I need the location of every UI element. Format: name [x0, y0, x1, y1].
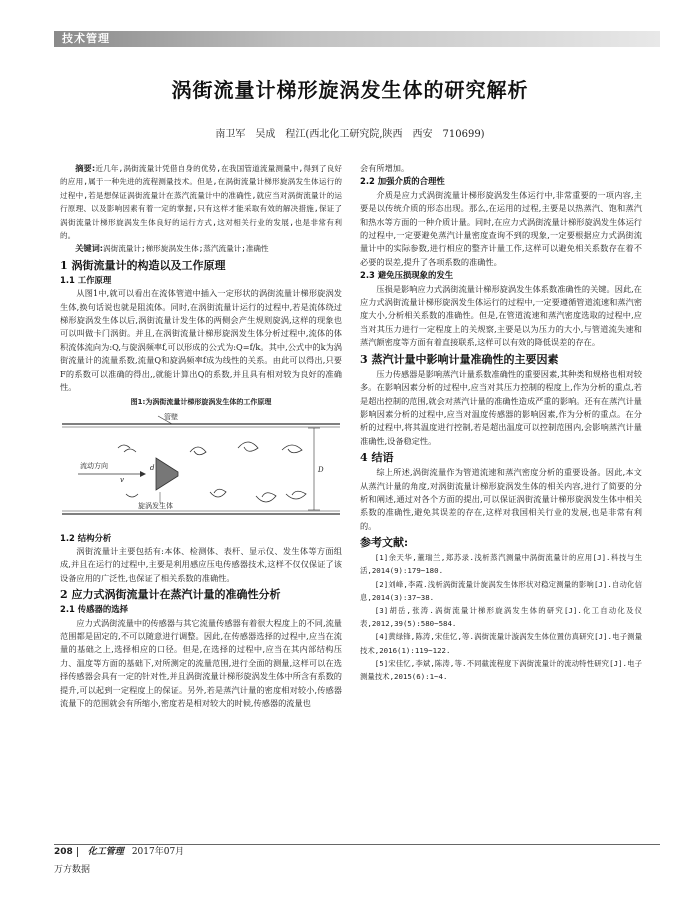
keywords: [60, 242, 342, 255]
article-title: 涡街流量计梯形旋涡发生体的研究解析: [171, 78, 529, 102]
label-D: D: [318, 465, 324, 474]
abstract-text: 近几年,涡街流量计凭借自身的优势,在我国管道流量测量中,得到了良好的应用,属于一种先进的流程测量技术。但是,在涡街流量计梯形旋涡发生体运行的过程中,若是想保证涡街流量计在蒸汽流量计中的准确性,就应当对涡街流量计的运行原理、以及影响因素有着一定的掌握,只有这样才能采取有效的解决措施,保证了涡街流量计梯形旋涡发生体良好的运行方式,这对相关行业的发展,也是非常有利的。: [60, 164, 342, 241]
section-3-text: 压力传感器是影响蒸汽计量系数准确性的重要因素,其种类和规格也相对较多。在影响因素分析的过程中,应当对其压力控制的程度上,作为分析的重点,若是超出控制的范围,就会对蒸汽计量的准确性造成严重的影响。还有在蒸汽计量影响因素分析的过程中,应当对温度传感器的影响因素,作为分析的重点。在分析的过程中,将其温度进行控制,若是超出温度可以控制范围内,会影响蒸汽计量准确性,设备稳定性。: [360, 368, 642, 446]
section-2-3-title: 2.3 避免压损现象的发生: [360, 270, 454, 281]
section-4-text: 综上所述,涡街流量作为管道流速和蒸汽密度分析的重要设备。因此,本文从蒸汽计量的角度,对涡街流量计梯形旋涡发生体的相关内容,进行了简要的分析和阐述,通过对各个方面的提出,可以保证涡街流量计梯形旋涡发生体中相关系数的准确性,避免其误差的存在,这样对我国相关行业的发展,也是非常有利的。: [360, 467, 642, 531]
reference-item: [2]刘峰,李霞.浅析涡街流量计旋涡发生体形状对稳定测量的影响[J].自动化信息,2014(3):37~38.: [360, 579, 642, 602]
section-2-1-continuation: 会有所增加。: [360, 163, 410, 173]
section-1-1-title: 1.1 工作原理: [60, 274, 112, 285]
label-pipe: 管壁: [164, 412, 178, 421]
label-d: d: [150, 463, 155, 472]
abstract: [60, 162, 342, 242]
label-flow-direction: 流动方向: [80, 461, 108, 470]
section-2-3-text: 压损是影响应力式涡街流量计梯形旋涡发生体系数准确性的关键。因此,在应力式涡街流量计梯形旋涡发生体运行的过程中,一定要遵循管道流速和蒸汽密度大小,分析相关系数的准确性。但是,在管道流速和蒸汽密度选取的过程中,应当对其压力进行一定程度上的关规察,主要是以为压力的大小,与管道流失速和蒸汽额密度等方面有着直接联系,这样可以有效的降低误差的存在。: [360, 283, 642, 348]
right-column: [360, 162, 642, 683]
trapezoid-body: [156, 458, 178, 490]
section-2-title: 2 应力式涡街流量计在蒸汽计量的准确性分析: [60, 588, 281, 602]
database-label: 万方数据: [54, 865, 91, 875]
label-body: 旋涡发生体: [138, 501, 173, 510]
section-label: 技术管理: [62, 32, 110, 45]
section-header-bar: [54, 31, 660, 47]
figure-diagram: [60, 410, 342, 528]
journal-name: 化工管理: [87, 847, 124, 857]
footer-separator: [77, 847, 78, 857]
section-2-1-text: 应力式涡街流量中的传感器与其它流量传感器有着很大程度上的不同,流量范围都是固定的,不可以随意进行调整。因此,在传感器选择的过程中,应当在流量的基础之上,选择相应的口径。但是,在选择的过程中,应当在其内部结构压力、温度等方面的基础下,对所测定的流量范围,进行全面的测量,这样可以在选择传感器会具有一定的针对性,并且涡街流量计梯形旋涡发生体中所含有系数的提升,可以起到一定程度上的保证。另外,若是蒸汽计量的密度相对较小,传感器流量下的范围就会有所缩小,密度若是相对较大的时候,传感器的流量也: [60, 617, 342, 708]
page-number: 208: [54, 847, 73, 857]
section-1-title: 1 涡街流量计的构造以及工作原理: [60, 258, 226, 272]
abstract-label: 摘要:: [75, 163, 96, 173]
label-v: v: [120, 475, 124, 484]
section-3-title: 3 蒸汽计量中影响计量准确性的主要因素: [360, 352, 559, 366]
keywords-label: 关键词:: [75, 243, 104, 254]
references-list: [360, 551, 642, 683]
references-title: 参考文献:: [360, 536, 409, 550]
footer: [54, 846, 184, 858]
vortices: [118, 442, 306, 502]
reference-item: [1]余天华,董瑞兰,郑苏录.浅析蒸汽测量中涡街流量计的应用[J].科技与生活,2014(9):179~180.: [360, 553, 642, 576]
section-4-title: 4 结语: [360, 451, 394, 465]
section-1-2-text: 涡街流量计主要包括有:本体、检测体、表杆、显示仪、发生体等方面组成,并且在运行的过程中,主要是利用感应压电传感器技术,这样不仅仅保证了该设备应用的广泛性,也保证了相关系数的准确性。: [60, 545, 342, 583]
reference-item: [3]胡岳,张涛.涡街流量计梯形旋涡发生体的研究[J].化工自动化及仪表,2012,39(5):580~584.: [360, 605, 642, 629]
section-1-1-text: 从图1中,就可以看出在流体管道中插入一定形状的涡街流量计梯形旋涡发生体,换句话说也就是阻流体。同时,在涡街流量计运行的过程中,若是流体绕过梯形旋涡发生体以后,涡街流量计发生体的两侧会产生规则旋涡,这样的现象也可以叫做卡门涡街。并且,在涡街流量计梯形旋涡发生体分析过程中,流体的体积流体流向为:Q,与旋涡频率f,可以形成的公式为:Q=f/k。其中,公式中的k为涡街流量计的流量系数,流量Q和旋涡频率f成为线性的关系。由此可以得出,只要F的系数可以准确的得出,,就能计算出Q的系数,并且具有相对较为良好的准确性。: [60, 288, 342, 393]
keywords-text: 涡街流量计;梯形旋涡发生体;蒸汽流量计;准确性: [103, 244, 269, 254]
figure-caption: 图1:为涡街流量计梯形旋涡发生体的工作原理: [130, 397, 272, 406]
section-2-2-text: 介质是应力式涡街流量计梯形旋涡发生体运行中,非常重要的一项内容,主要是以传统介质的形态出现。那么,在运用的过程,主要是以热蒸汽、饱和蒸汽和热水等方面的一种介质计量。同时,在应力式涡街流量计梯形旋涡发生体运行的过程中,一定要避免蒸汽计量密度查询不到的现象,一定要根据应力式涡街流量计中的实际参数,进行相应的整齐计量工作,这样可以避免相关系数存在着不必要的误差,提升了各项系数的准确性。: [360, 189, 642, 267]
section-2-1-title: 2.1 传感器的选择: [60, 604, 129, 615]
footer-divider: [54, 844, 660, 845]
section-2-2-title: 2.2 加强介质的合理性: [360, 176, 445, 187]
issue-date: 2017年07月: [131, 847, 185, 857]
figure-1: [60, 410, 342, 528]
reference-item: [4]黄绿锋,陈涛,宋佳忆,等.涡街流量计漩涡发生体位置仿真研究[J].电子测量技术,2016(1):119~122.: [360, 632, 642, 655]
reference-item: [5]宋佳忆,李斌,陈涛,等.不同截流程度下涡街流量计的流动特性研究[J].电子测量技术,2015(6):1~4.: [360, 658, 642, 681]
section-1-2-title: 1.2 结构分析: [60, 532, 112, 543]
article-authors: 南卫军 吴成 程江(西北化工研究院,陕西 西安 710699): [215, 129, 485, 140]
left-column: [60, 162, 342, 710]
